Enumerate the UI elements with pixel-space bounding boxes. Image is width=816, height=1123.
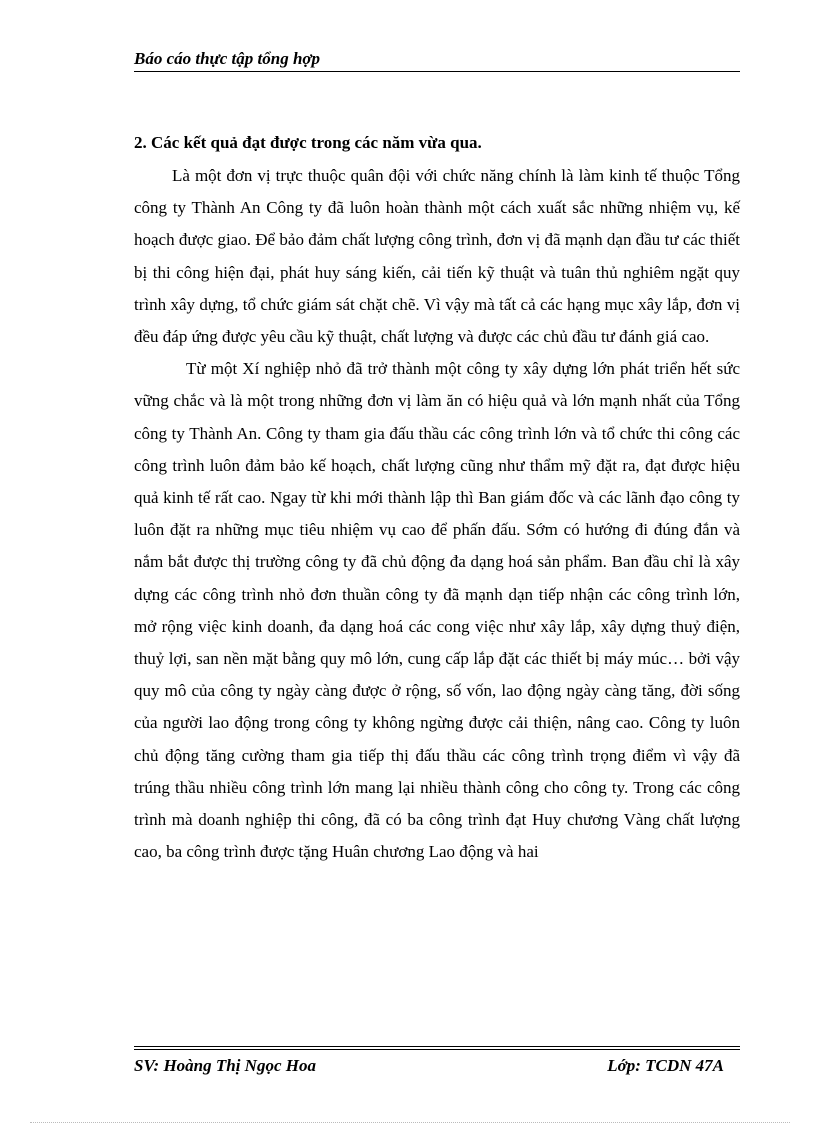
footer-rule-thin <box>134 1049 740 1050</box>
header-title: Báo cáo thực tập tổng hợp <box>134 49 321 68</box>
body-text <box>134 160 740 868</box>
footer-student: SV: Hoàng Thị Ngọc Hoa <box>134 1056 316 1075</box>
paragraph-2: Từ một Xí nghiệp nhỏ đã trở thành một công ty xây dựng lớn phát triển hết sức vững chắc và là một trong những đơn vị làm ăn có hiệu quả và lớn mạnh nhất của Tổng công ty Thành An. Công ty tham gia đấu thầu các công trình lớn và tổ chức thi công các công trình luôn đảm bảo kế hoạch, chất lượng cũng như thẩm mỹ đặt ra, đạt được hiệu quả kinh tế rất cao. Ngay từ khi mới thành lập thì Ban giám đốc và các lãnh đạo công ty luôn đặt ra những mục tiêu nhiệm vụ cao để phấn đấu. Sớm có hướng đi đúng đắn và nắm bắt được thị trường công ty đã chủ động đa dạng hoá sản phẩm. Ban đầu chỉ là xây dựng các công trình nhỏ đơn thuần công ty đã mạnh dạn tiếp nhận các công trình lớn, mở rộng việc kinh doanh, đa dạng hoá các cong việc như xây lắp, xây dựng thuỷ điện, thuỷ lợi, san nền mặt bằng quy mô lớn, cung cấp lắp đặt các thiết bị máy múc… bởi vậy quy mô của công ty ngày càng được ở rộng, số vốn, lao động ngày càng tăng, đời sống của người lao động trong công ty không ngừng được cải thiện, nâng cao. Công ty luôn chủ động tăng cường tham gia tiếp thị đấu thầu các công trình trọng điểm vì vậy đã trúng thầu nhiều công trình lớn mang lại nhiều thành công cho công ty. Trong các công trình mà doanh nghiệp thi công, đã có ba công trình đạt Huy chương Vàng chất lượng cao, ba công trình được tặng Huân chương Lao động và hai <box>134 359 740 862</box>
section-heading: 2. Các kết quả đạt được trong các năm vừa qua. <box>134 133 482 152</box>
page-header <box>134 47 740 72</box>
header-rule <box>134 71 740 72</box>
footer-row <box>134 1054 740 1078</box>
page-footer <box>134 1046 740 1078</box>
footer-class: Lớp: TCDN 47A <box>607 1056 724 1075</box>
footer-rule <box>134 1046 740 1047</box>
paragraph-1: Là một đơn vị trực thuộc quân đội với chức năng chính là làm kinh tế thuộc Tổng công ty Thành An Công ty đã luôn hoàn thành một cách xuất sắc những nhiệm vụ, kế hoạch được giao. Để bảo đảm chất lượng công trình, đơn vị đã mạnh dạn đầu tư các thiết bị thi công hiện đại, phát huy sáng kiến, cải tiến kỹ thuật và tuân thủ nghiêm ngặt quy trình xây dựng, tổ chức giám sát chặt chẽ. Vì vậy mà tất cả các hạng mục xây lắp, đơn vị đều đáp ứng được yêu cầu kỹ thuật, chất lượng và được các chủ đầu tư đánh giá cao. <box>134 166 740 347</box>
